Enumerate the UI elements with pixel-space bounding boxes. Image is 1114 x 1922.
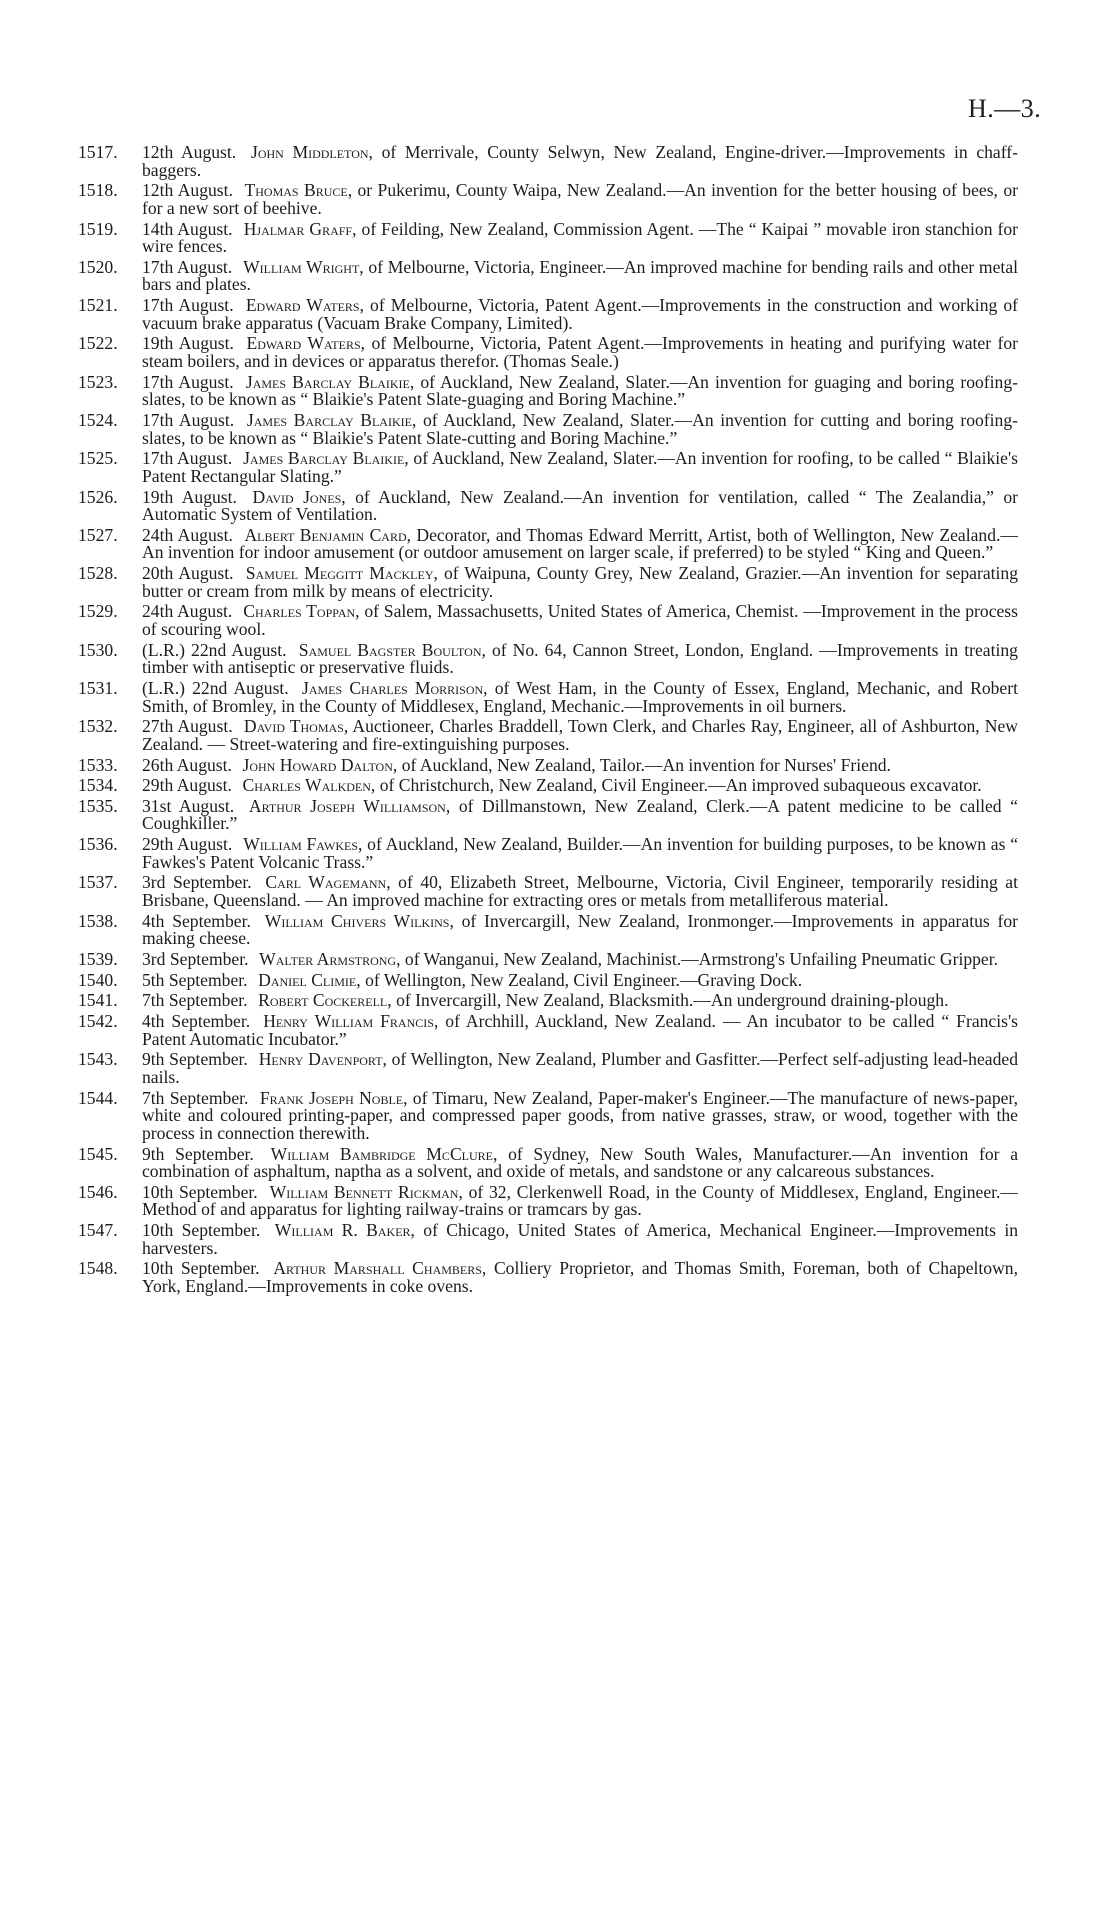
patent-entry xyxy=(78,754,1018,775)
entry-date: 19th August. xyxy=(142,333,234,354)
entry-text: of Melbourne, Victoria, Patent Agent.—Improvements in the construction and working of vacuum brake apparatus (Vacuam Brake Company, Limited). xyxy=(142,295,1018,333)
entry-text: of Archhill, Auckland, New Zealand. — An incubator to be called “ Francis's Patent Automatic Incubator.” xyxy=(142,1011,1018,1049)
entry-text: of Wanganui, New Zealand, Machinist.—Armstrong's Unfailing Pneumatic Gripper. xyxy=(404,949,999,969)
entry-names: William Fawkes, xyxy=(243,834,363,855)
entry-date: 17th August. xyxy=(142,295,234,316)
entry-number: 1535. xyxy=(78,795,118,816)
entry-date: 4th September. xyxy=(142,1011,251,1032)
entry-names: James Barclay Blaikie, xyxy=(243,448,409,469)
entry-names: Frank Joseph Noble, xyxy=(259,1087,408,1108)
entry-names: David Thomas, xyxy=(243,716,349,737)
entry-text: of Melbourne, Victoria, Engineer.—An improved machine for bending rails and other metal bars and plates. xyxy=(142,256,1019,295)
entry-date: 17th August. xyxy=(142,371,234,392)
entry-date: 24th August. xyxy=(142,524,233,545)
patent-entry xyxy=(78,1087,1018,1143)
entry-text: of Salem, Massachusetts, United States of America, Chemist. —Improvement in the process of scouring wool. xyxy=(142,601,1018,639)
patent-entry xyxy=(78,969,1018,990)
entry-text: of Auckland, New Zealand.—An invention for ventilation, called “ The Zealandia,” or Automatic System of Ventilation. xyxy=(142,486,1018,525)
entry-date: 29th August. xyxy=(142,775,232,796)
entry-names: Robert Cockerell, xyxy=(258,990,392,1011)
entry-number: 1521. xyxy=(78,295,118,316)
entry-date: 20th August. xyxy=(142,563,234,584)
entry-text: Auctioneer, Charles Braddell, Town Clerk, and Charles Ray, Engineer, all of Ashburton, New Zealand. — Street-watering and fire-extinguishing purposes. xyxy=(142,716,1018,754)
patent-entry xyxy=(78,795,1018,834)
entry-number: 1541. xyxy=(78,990,118,1011)
entry-text: of Invercargill, New Zealand, Blacksmith.—An underground draining-plough. xyxy=(396,990,949,1011)
entry-names: David Jones, xyxy=(252,486,346,507)
entry-text: Colliery Proprietor, and Thomas Smith, Foreman, both of Chapeltown, York, England.—Improvements in coke ovens. xyxy=(142,1258,1018,1296)
patent-entry xyxy=(78,524,1018,563)
entry-names: Albert Benjamin Card, xyxy=(244,524,412,545)
patent-entry xyxy=(78,777,1018,795)
entry-names: Samuel Bagster Boulton, xyxy=(298,639,486,660)
entry-text: of Sydney, New South Wales, Manufacturer.—An invention for a combination of asphaltum, naptha as a solvent, and oxide of metals, and sandstone or any calcareous substances. xyxy=(142,1143,1018,1182)
entry-number: 1548. xyxy=(78,1258,118,1279)
entry-names: James Charles Morrison, xyxy=(302,677,488,698)
entry-date: 10th September. xyxy=(142,1258,260,1279)
entry-names: Arthur Marshall Chambers, xyxy=(273,1258,487,1279)
patent-entry xyxy=(78,992,1018,1010)
entry-names: Hjalmar Graff, xyxy=(243,218,357,239)
entry-number: 1543. xyxy=(78,1049,118,1070)
entry-names: William Wright, xyxy=(243,256,364,277)
entry-text: of Auckland, New Zealand, Slater.—An invention for guaging and boring roofing-slates, to be known as “ Blaikie's Patent Slate-guaging and Boring Machine.” xyxy=(142,371,1018,410)
entry-date: 10th September. xyxy=(142,1220,261,1241)
entry-number: 1546. xyxy=(78,1181,118,1202)
entry-date: 10th September. xyxy=(142,1181,258,1202)
entry-text: of West Ham, in the County of Essex, England, Mechanic, and Robert Smith, of Bromley, in the County of Middlesex, England, Mechanic.—Improvements in oil burners. xyxy=(142,677,1018,716)
entry-date: 24th August. xyxy=(142,601,233,622)
patent-entry xyxy=(78,1013,1018,1048)
entry-names: John Middleton, xyxy=(250,142,373,162)
patent-entry xyxy=(78,256,1019,295)
entry-text: Decorator, and Thomas Edward Merritt, Artist, both of Wellington, New Zealand.—An invention for indoor amusement (or outdoor amusement on larger scale, if preferred) to be styled “ King and Queen.” xyxy=(142,524,1018,563)
entry-date: 3rd September. xyxy=(142,872,252,893)
patent-entry xyxy=(78,409,1018,448)
patent-entry xyxy=(78,718,1018,753)
page-identifier: H.—3. xyxy=(968,94,1042,123)
entry-date: 9th September. xyxy=(142,1049,248,1070)
patent-entry xyxy=(78,450,1018,485)
patent-entry xyxy=(78,1260,1018,1295)
entry-names: Henry William Francis, xyxy=(263,1011,439,1032)
entry-text: of Christchurch, New Zealand, Civil Engineer.—An improved subaqueous excavator. xyxy=(379,775,982,796)
entry-names: John Howard Dalton, xyxy=(242,754,398,775)
entry-date: 7th September. xyxy=(142,990,248,1011)
entry-text: of Chicago, United States of America, Mechanical Engineer.—Improvements in harvesters. xyxy=(142,1220,1019,1258)
entry-text: of Auckland, New Zealand, Slater.—An invention for cutting and boring roofing-slates, to be known as “ Blaikie's Patent Slate-cutting and Boring Machine.” xyxy=(142,409,1018,448)
entry-number: 1536. xyxy=(78,834,118,855)
entry-names: James Barclay Blaikie, xyxy=(245,371,415,392)
entry-number: 1522. xyxy=(78,333,118,354)
entry-text: of 32, Clerkenwell Road, in the County of Middlesex, England, Engineer.—Method of and apparatus for lighting railway-trains or tramcars by gas. xyxy=(142,1181,1019,1220)
entry-names: James Barclay Blaikie, xyxy=(246,409,417,430)
entry-date: 17th August. xyxy=(142,448,233,469)
patent-entry xyxy=(78,874,1018,909)
patent-entry xyxy=(78,836,1018,871)
entry-number: 1539. xyxy=(78,949,118,969)
entry-number: 1519. xyxy=(78,218,118,239)
patent-entry xyxy=(78,910,1018,949)
entry-text: of Auckland, New Zealand, Builder.—An invention for building purposes, to be known as “ Fawkes's Patent Volcanic Trass.” xyxy=(142,834,1019,872)
entry-names: Walter Armstrong, xyxy=(259,949,401,969)
entry-names: Thomas Bruce, xyxy=(244,180,353,201)
patent-entry xyxy=(78,297,1018,332)
entry-number: 1545. xyxy=(78,1143,118,1164)
patent-entry xyxy=(78,371,1018,410)
patent-entry xyxy=(78,603,1018,638)
patent-entry xyxy=(78,1051,1018,1086)
entry-text: of Feilding, New Zealand, Commission Agent. —The “ Kaipai ” movable iron stanchion for wire fences. xyxy=(142,218,1019,257)
patent-entry xyxy=(78,1143,1018,1182)
entry-names: William R. Baker, xyxy=(274,1220,415,1241)
entry-number: 1526. xyxy=(78,486,118,507)
entry-names: Charles Toppan, xyxy=(243,601,360,622)
entry-names: Edward Waters, xyxy=(246,333,366,354)
entry-date: 5th September. xyxy=(142,969,248,990)
entry-number: 1537. xyxy=(78,872,118,893)
entry-text: of Dillmanstown, New Zealand, Clerk.—A patent medicine to be called “ Coughkiller.” xyxy=(142,795,1018,834)
patent-entry xyxy=(78,486,1018,525)
entry-number: 1534. xyxy=(78,775,118,796)
entry-date: 17th August. xyxy=(142,256,233,277)
entry-number: 1531. xyxy=(78,677,118,698)
entry-date: 7th September. xyxy=(142,1087,249,1108)
entry-number: 1524. xyxy=(78,409,118,430)
patent-entry xyxy=(78,565,1018,600)
entry-text: of Auckland, New Zealand, Slater.—An invention for roofing, to be called “ Blaikie's Patent Rectangular Slating.” xyxy=(142,448,1018,486)
entry-names: Edward Waters, xyxy=(245,295,364,316)
entry-number: 1538. xyxy=(78,910,118,931)
entry-names: Samuel Meggitt Mackley, xyxy=(245,563,438,584)
patent-entry xyxy=(78,1181,1019,1220)
entry-date: 27th August. xyxy=(142,716,233,737)
entry-text: of Waipuna, County Grey, New Zealand, Grazier.—An invention for separating butter or cream from milk by means of electricity. xyxy=(142,563,1018,601)
entry-number: 1528. xyxy=(78,563,118,584)
patent-entry xyxy=(78,144,1018,179)
patent-entry xyxy=(78,639,1018,678)
entry-number: 1518. xyxy=(78,180,118,201)
patent-entry xyxy=(78,951,1018,969)
entry-number: 1520. xyxy=(78,256,118,277)
entry-names: Arthur Joseph Williamson, xyxy=(248,795,451,816)
patent-entry xyxy=(78,182,1018,217)
entry-text: of 40, Elizabeth Street, Melbourne, Victoria, Civil Engineer, temporarily residing at Brisbane, Queensland. — An improved machine for extracting ores or metals from metalliferous material. xyxy=(142,872,1018,911)
entry-text: or Pukerimu, County Waipa, New Zealand.—An invention for the better housing of bees, or for a new sort of beehive. xyxy=(142,180,1018,218)
entry-date: 29th August. xyxy=(142,834,233,855)
entry-number: 1523. xyxy=(78,371,118,392)
entry-number: 1547. xyxy=(78,1220,118,1241)
entry-date: 9th September. xyxy=(142,1143,254,1164)
entry-text: of Merrivale, County Selwyn, New Zealand, Engine-driver.—Improvements in chaff-baggers. xyxy=(142,142,1018,180)
entry-number: 1527. xyxy=(78,524,118,545)
entry-text: of Wellington, New Zealand, Civil Engineer.—Graving Dock. xyxy=(365,969,803,990)
entry-date: 19th August. xyxy=(142,486,237,507)
entry-number: 1544. xyxy=(78,1087,118,1108)
entry-names: Daniel Climie, xyxy=(258,969,361,990)
entry-date: 4th September. xyxy=(142,910,251,931)
entry-text: of Wellington, New Zealand, Plumber and Gasfitter.—Perfect self-adjusting lead-headed nails. xyxy=(142,1049,1018,1087)
patent-entry xyxy=(78,335,1018,370)
entry-number: 1533. xyxy=(78,754,118,775)
entry-number: 1529. xyxy=(78,601,118,622)
entry-number: 1542. xyxy=(78,1011,118,1032)
entry-date: (L.R.) 22nd August. xyxy=(142,639,287,660)
entry-date: 12th August. xyxy=(142,180,233,201)
entry-text: of Auckland, New Zealand, Tailor.—An invention for Nurses' Friend. xyxy=(401,754,891,775)
entry-names: Charles Walkden, xyxy=(242,775,376,796)
entry-date: 14th August. xyxy=(142,218,233,239)
entry-text: of Timaru, New Zealand, Paper-maker's Engineer.—The manufacture of news-paper, white and coloured printing-paper, and compressed paper goods, from native grasses, straw, or wood, together with the process in connection therewith. xyxy=(142,1087,1018,1143)
entry-date: 12th August. xyxy=(142,142,237,162)
entry-names: William Bambridge McClure, xyxy=(270,1143,498,1164)
entry-number: 1540. xyxy=(78,969,118,990)
entry-text: of Melbourne, Victoria, Patent Agent.—Improvements in heating and purifying water for steam boilers, and in devices or apparatus therefor. (Thomas Seale.) xyxy=(142,333,1018,371)
patent-entry xyxy=(78,1222,1018,1257)
entry-names: Henry Davenport, xyxy=(258,1049,387,1070)
entry-date: 17th August. xyxy=(142,409,235,430)
entry-names: William Bennett Rickman, xyxy=(269,1181,463,1202)
entry-date: 26th August. xyxy=(142,754,232,775)
patent-entry xyxy=(78,677,1018,716)
entry-number: 1517. xyxy=(78,142,118,162)
entry-names: Carl Wagemann, xyxy=(265,872,391,893)
entry-text: of No. 64, Cannon Street, London, England. —Improvements in treating timber with antiseptic or preservative fluids. xyxy=(142,639,1018,678)
patent-entries-list xyxy=(78,144,1018,1299)
entry-date: 3rd September. xyxy=(142,949,249,969)
entry-date: 31st August. xyxy=(142,795,235,816)
entry-text: of Invercargill, New Zealand, Ironmonger.—Improvements in apparatus for making cheese. xyxy=(142,910,1018,949)
entry-number: 1525. xyxy=(78,448,118,469)
patent-entry xyxy=(78,218,1019,257)
entry-number: 1530. xyxy=(78,639,118,660)
entry-date: (L.R.) 22nd August. xyxy=(142,677,289,698)
entry-number: 1532. xyxy=(78,716,118,737)
entry-names: William Chivers Wilkins, xyxy=(264,910,454,931)
